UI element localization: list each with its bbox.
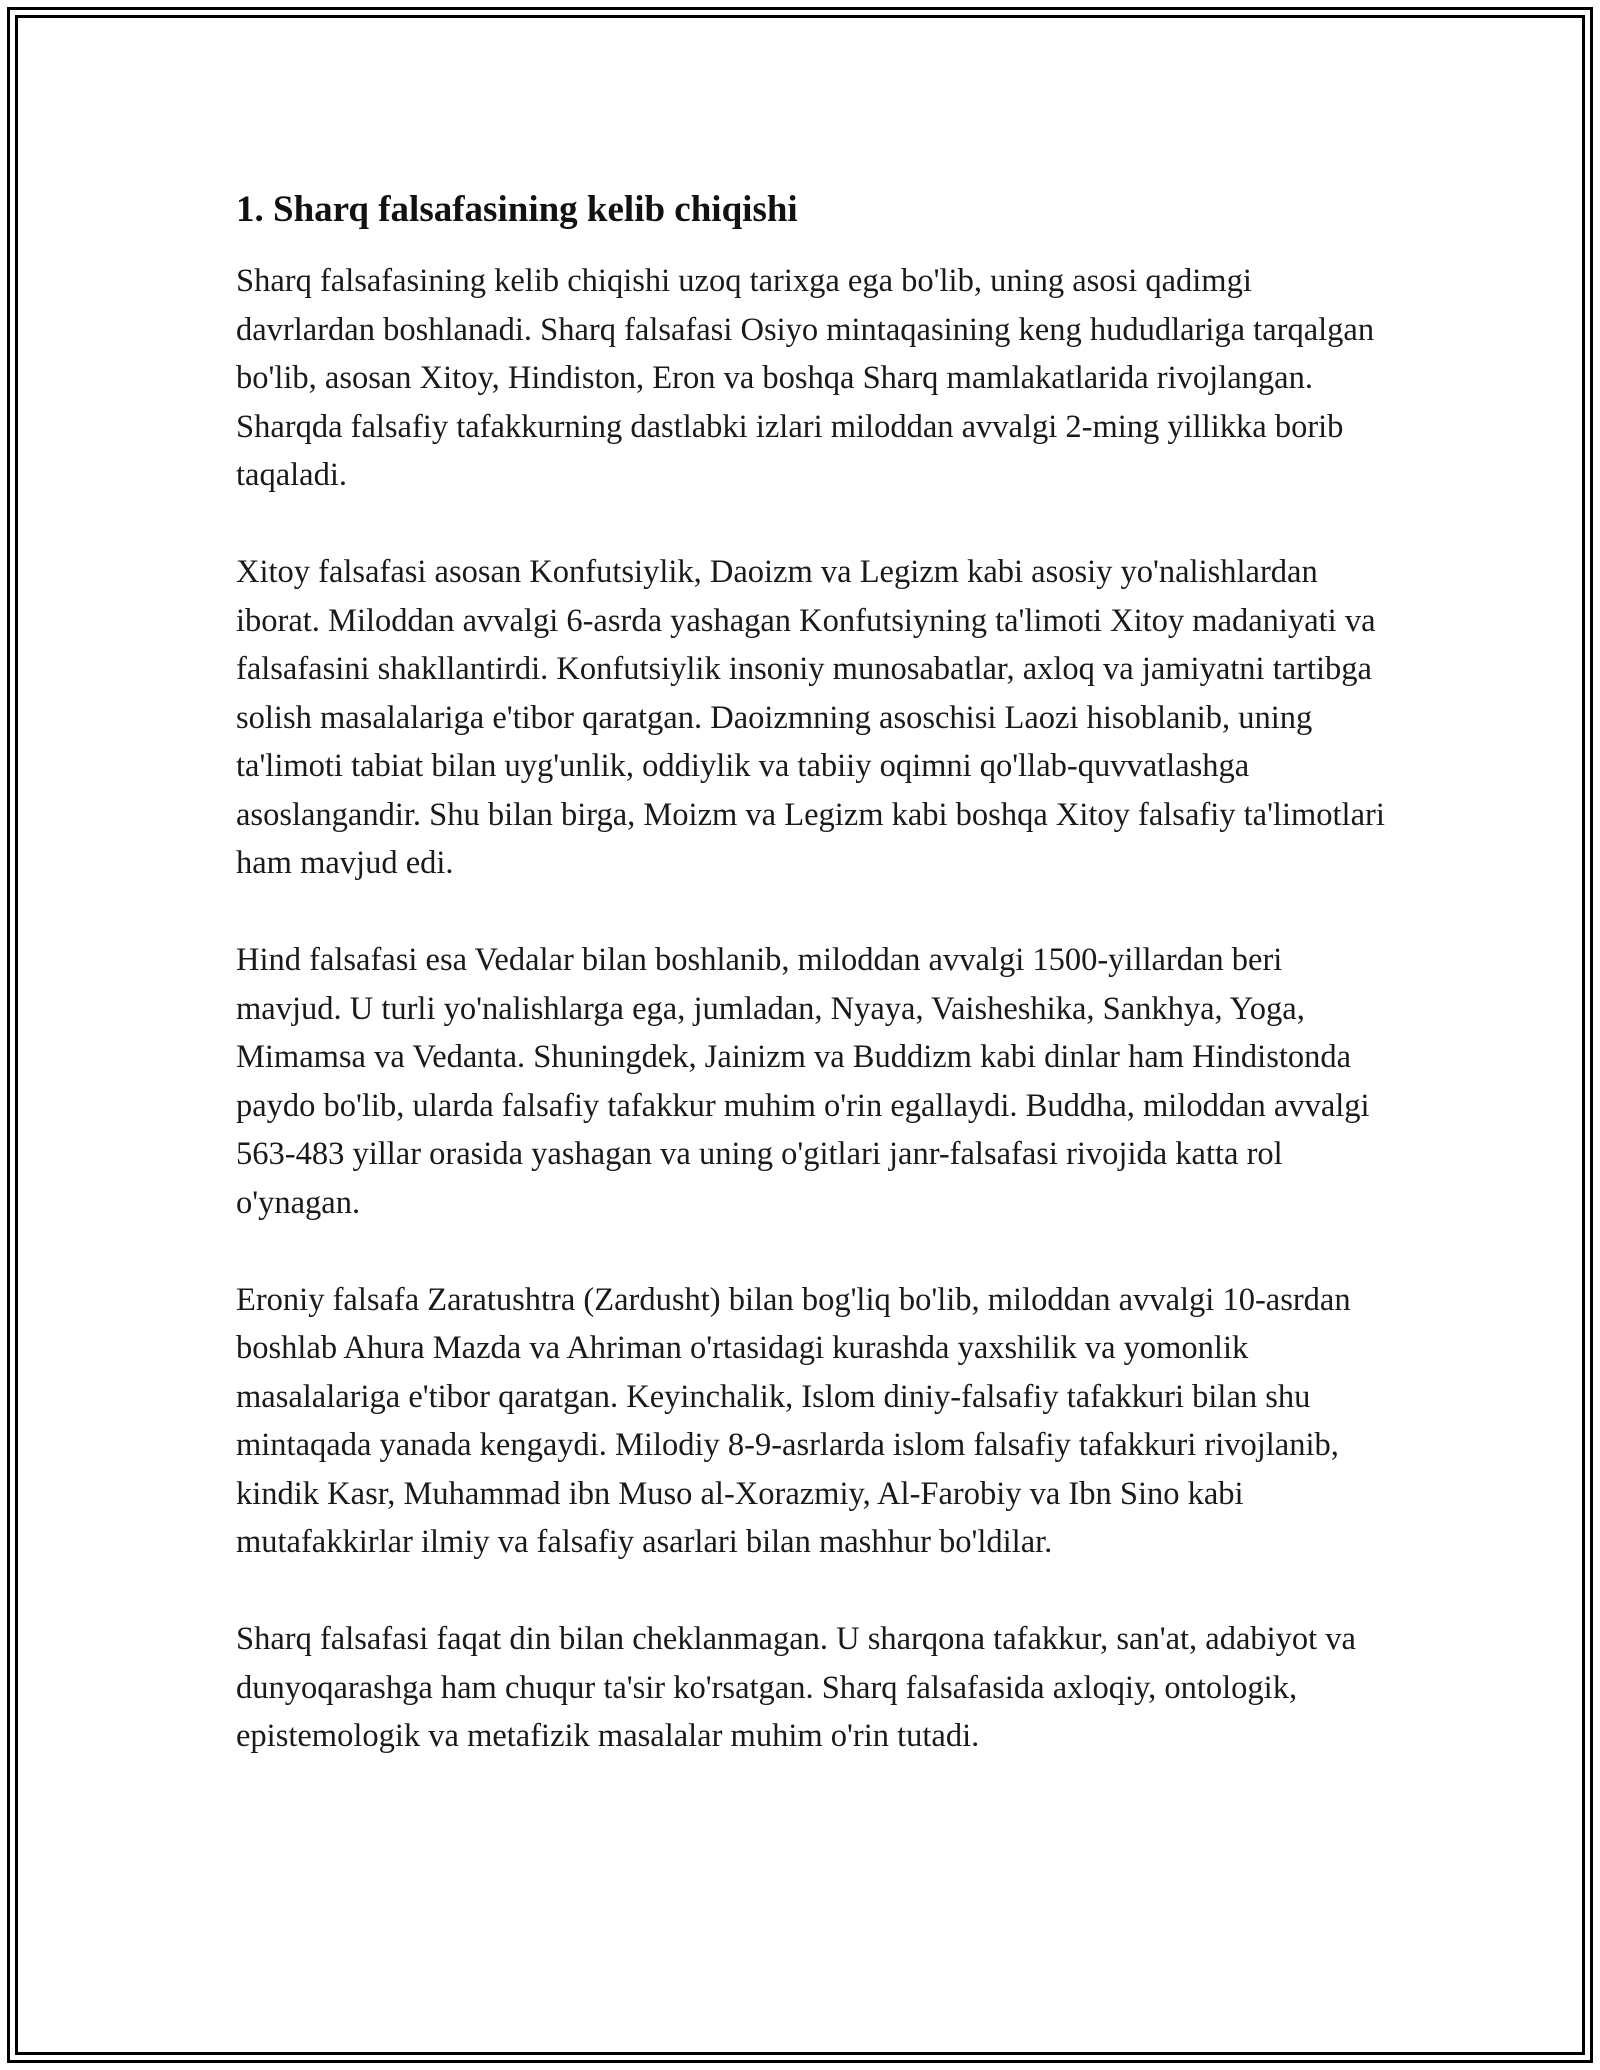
- paragraph-chinese-philosophy: Xitoy falsafasi asosan Konfutsiylik, Daoizm va Legizm kabi asosiy yo'nalishlardan iborat. Miloddan avvalgi 6-asrda yashagan Konfutsiyning ta'limoti Xitoy madaniyati va falsafasini shakllantirdi. Konfutsiylik insoniy munosabatlar, axloq va jamiyatni tartibga solish masalalariga e'tibor qaratgan. Daoizmning asoschisi Laozi hisoblanib, uning ta'limoti tabiat bilan uyg'unlik, oddiylik va tabiiy oqimni qo'llab-quvvatlashga asoslangandir. Shu bilan birga, Moizm va Legizm kabi boshqa Xitoy falsafiy ta'limotlari ham mavjud edi.: [236, 554, 1385, 881]
- paragraph-origins: Sharq falsafasining kelib chiqishi uzoq tarixga ega bo'lib, uning asosi qadimgi davrlardan boshlanadi. Sharq falsafasi Osiyo mintaqasining keng hududlariga tarqalgan bo'lib, asosan Xitoy, Hindiston, Eron va boshqa Sharq mamlakatlarida rivojlangan. Sharqda falsafiy tafakkurning dastlabki izlari miloddan avvalgi 2-ming yillikka borib taqaladi.: [236, 263, 1375, 493]
- paragraph-conclusion: Sharq falsafasi faqat din bilan cheklanmagan. U sharqona tafakkur, san'at, adabiyot va dunyoqarashga ham chuqur ta'sir ko'rsatgan. Sharq falsafasida axloqiy, ontologik, epistemologik va metafizik masalalar muhim o'rin tutadi.: [236, 1621, 1356, 1754]
- paragraph-indian-philosophy: Hind falsafasi esa Vedalar bilan boshlanib, miloddan avvalgi 1500-yillardan beri mavjud. U turli yo'nalishlarga ega, jumladan, Nyaya, Vaisheshika, Sankhya, Yoga, Mimamsa va Vedanta. Shuningdek, Jainizm va Buddizm kabi dinlar ham Hindistonda paydo bo'lib, ularda falsafiy tafakkur muhim o'rin egallaydi. Buddha, miloddan avvalgi 563-483 yillar orasida yashagan va uning o'gitlari janr-falsafasi rivojida katta rol o'ynagan.: [236, 942, 1370, 1221]
- paragraph-iranian-philosophy: Eroniy falsafa Zaratushtra (Zardusht) bilan bog'liq bo'lib, miloddan avvalgi 10-asrdan boshlab Ahura Mazda va Ahriman o'rtasidagi kurashda yaxshilik va yomonlik masalalariga e'tibor qaratgan. Keyinchalik, Islom diniy-falsafiy tafakkuri bilan shu mintaqada yanada kengaydi. Milodiy 8-9-asrlarda islom falsafiy tafakkuri rivojlanib, kindik Kasr, Muhammad ibn Muso al-Xorazmiy, Al-Farobiy va Ibn Sino kabi mutafakkirlar ilmiy va falsafiy asarlari bilan mashhur bo'ldilar.: [236, 1281, 1351, 1560]
- document-body: [236, 185, 1396, 1761]
- section-heading: 1. Sharq falsafasining kelib chiqishi: [236, 189, 798, 230]
